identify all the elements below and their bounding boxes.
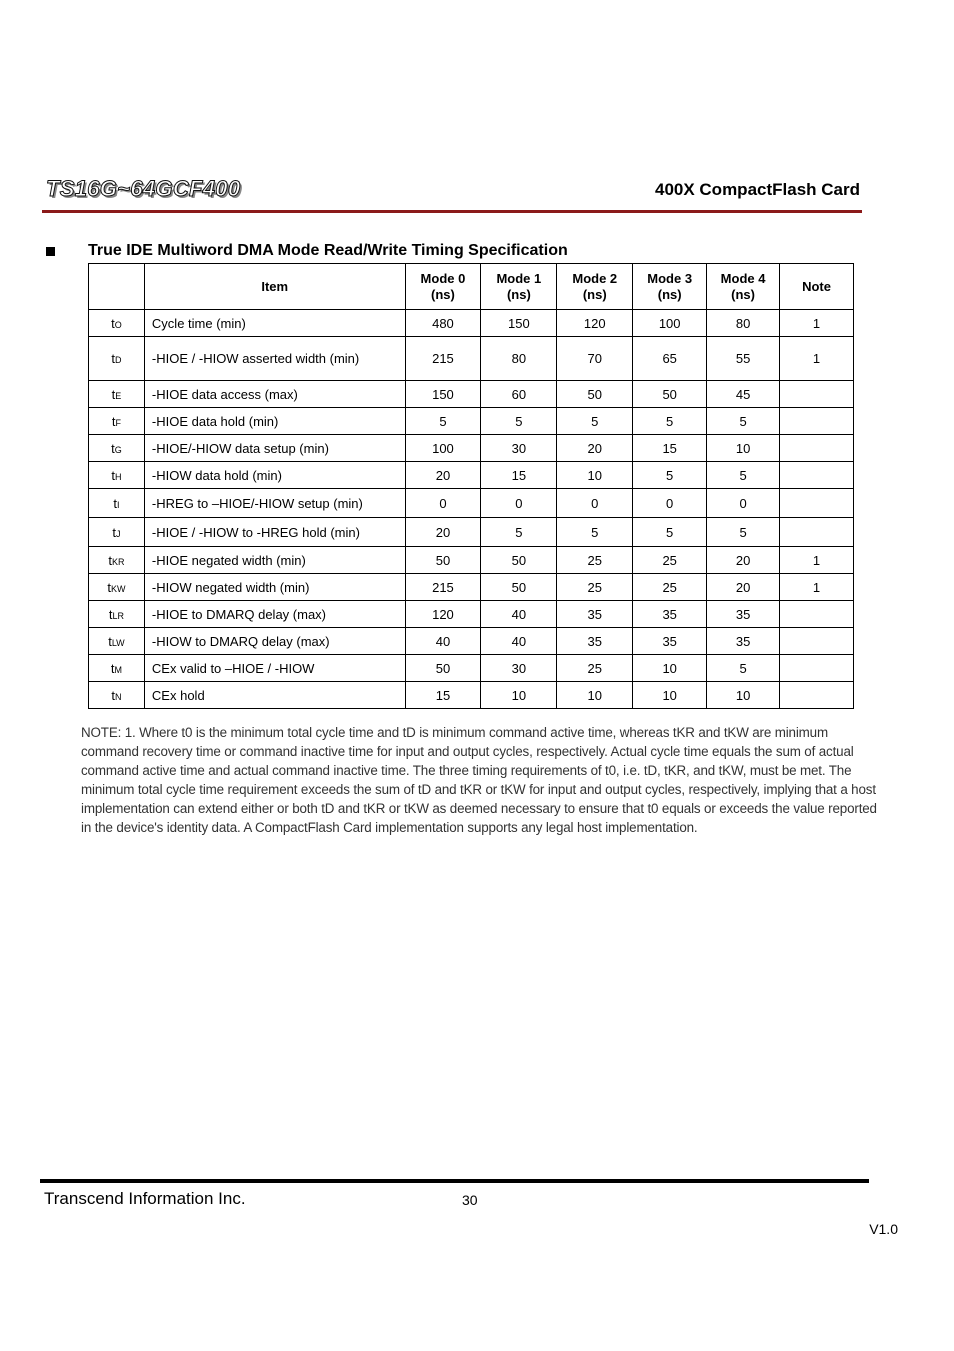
mode-0-value: 15 (405, 682, 481, 709)
header-note: Note (780, 264, 854, 310)
mode-0-value: 120 (405, 601, 481, 628)
table-row (89, 547, 854, 574)
footer-divider (40, 1179, 869, 1183)
mode-1-value: 60 (481, 381, 557, 408)
table-row (89, 518, 854, 547)
note-value: 1 (780, 337, 854, 381)
timing-item: -HIOE data access (max) (144, 381, 405, 408)
mode-4-value: 10 (707, 435, 780, 462)
mode-0-value: 215 (405, 574, 481, 601)
mode-1-value: 0 (481, 489, 557, 518)
timing-symbol (89, 489, 145, 518)
timing-item: -HIOW negated width (min) (144, 574, 405, 601)
symbol-subscript: KW (111, 583, 126, 594)
table-row (89, 310, 854, 337)
note-value (780, 435, 854, 462)
footer-company: Transcend Information Inc. (44, 1189, 246, 1208)
note-value: 1 (780, 310, 854, 337)
symbol-base: t (111, 467, 116, 483)
product-title: TS16G~64GCF400 (46, 176, 241, 201)
mode-2-value: 5 (557, 408, 633, 435)
mode-4-value: 45 (707, 381, 780, 408)
timing-item: -HIOE data hold (min) (144, 408, 405, 435)
mode-2-value: 25 (557, 574, 633, 601)
timing-symbol (89, 381, 145, 408)
table-header-row (89, 264, 854, 310)
table-row (89, 462, 854, 489)
timing-item: -HIOE negated width (min) (144, 547, 405, 574)
note-value: 1 (780, 547, 854, 574)
note-value (780, 408, 854, 435)
mode-3-value: 5 (633, 408, 707, 435)
timing-symbol (89, 655, 145, 682)
mode-1-value: 5 (481, 518, 557, 547)
mode-4-value: 35 (707, 628, 780, 655)
timing-symbol (89, 310, 145, 337)
mode-0-value: 20 (405, 462, 481, 489)
document-title: 400X CompactFlash Card (654, 180, 860, 199)
header-mode-2: Mode 2 (ns) (557, 264, 633, 310)
table-row (89, 574, 854, 601)
symbol-subscript: LR (112, 610, 125, 621)
mode-2-value: 10 (557, 462, 633, 489)
symbol-subscript: O (114, 319, 122, 330)
symbol-subscript: D (115, 355, 122, 365)
note-value (780, 518, 854, 547)
header-mode-3: Mode 3 (ns) (633, 264, 707, 310)
symbol-base: t (108, 633, 112, 649)
mode-4-value: 20 (707, 574, 780, 601)
timing-item: -HREG to –HIOE/-HIOW setup (min) (144, 489, 405, 518)
section-title: True IDE Multiword DMA Mode Read/Write Timing Specification (88, 242, 568, 259)
timing-symbol (89, 518, 145, 547)
symbol-base: t (110, 660, 115, 676)
square-bullet-icon (46, 247, 55, 256)
mode-2-value: 35 (557, 601, 633, 628)
mode-3-value: 5 (633, 518, 707, 547)
mode-0-value: 0 (405, 489, 481, 518)
mode-0-value: 20 (405, 518, 481, 547)
timing-item: -HIOE / -HIOW to -HREG hold (min) (144, 518, 405, 547)
mode-1-value: 50 (481, 574, 557, 601)
timing-symbol (89, 435, 145, 462)
table-row (89, 337, 854, 381)
symbol-subscript: F (115, 417, 122, 428)
mode-1-value: 15 (481, 462, 557, 489)
table-row (89, 489, 854, 518)
symbol-subscript: M (114, 664, 123, 675)
mode-0-value: 215 (405, 337, 481, 381)
symbol-base: t (111, 413, 116, 429)
mode-4-value: 10 (707, 682, 780, 709)
mode-0-value: 50 (405, 655, 481, 682)
mode-2-value: 0 (557, 489, 633, 518)
timing-symbol (89, 462, 145, 489)
mode-0-value: 480 (405, 310, 481, 337)
mode-3-value: 65 (633, 337, 707, 381)
mode-4-value: 55 (707, 337, 780, 381)
mode-0-value: 40 (405, 628, 481, 655)
mode-1-value: 150 (481, 310, 557, 337)
symbol-base: t (107, 579, 112, 595)
symbol-base: t (112, 524, 117, 540)
header-item: Item (144, 264, 405, 310)
mode-2-value: 25 (557, 655, 633, 682)
note-value (780, 489, 854, 518)
mode-3-value: 100 (633, 310, 707, 337)
table-row (89, 435, 854, 462)
mode-1-value: 40 (481, 601, 557, 628)
symbol-base: t (111, 315, 115, 331)
mode-3-value: 5 (633, 462, 707, 489)
mode-4-value: 5 (707, 462, 780, 489)
timing-item: -HIOE/-HIOW data setup (min) (144, 435, 405, 462)
timing-symbol (89, 408, 145, 435)
note-value (780, 462, 854, 489)
symbol-subscript: LW (111, 637, 125, 648)
mode-2-value: 120 (557, 310, 633, 337)
mode-1-value: 5 (481, 408, 557, 435)
mode-2-value: 25 (557, 547, 633, 574)
symbol-subscript: G (114, 444, 122, 455)
mode-3-value: 35 (633, 601, 707, 628)
mode-2-value: 35 (557, 628, 633, 655)
symbol-base: t (111, 687, 116, 703)
mode-0-value: 50 (405, 547, 481, 574)
timing-table (88, 263, 854, 709)
mode-0-value: 5 (405, 408, 481, 435)
mode-1-value: 80 (481, 337, 557, 381)
symbol-subscript: H (115, 471, 122, 482)
timing-item: CEx hold (144, 682, 405, 709)
symbol-base: t (111, 351, 116, 366)
note-value (780, 381, 854, 408)
mode-1-value: 50 (481, 547, 557, 574)
mode-3-value: 10 (633, 655, 707, 682)
timing-symbol (89, 337, 145, 381)
header-mode-4: Mode 4 (ns) (707, 264, 780, 310)
mode-4-value: 0 (707, 489, 780, 518)
mode-4-value: 20 (707, 547, 780, 574)
note-value (780, 682, 854, 709)
header-mode-0: Mode 0 (ns) (405, 264, 481, 310)
symbol-subscript: I (117, 499, 120, 510)
mode-3-value: 25 (633, 574, 707, 601)
note-value (780, 655, 854, 682)
mode-4-value: 5 (707, 408, 780, 435)
symbol-base: t (111, 440, 115, 456)
version-label: V1.0 (869, 1221, 898, 1237)
table-row (89, 408, 854, 435)
table-row (89, 601, 854, 628)
timing-symbol (89, 574, 145, 601)
mode-0-value: 150 (405, 381, 481, 408)
header-symbol (89, 264, 145, 310)
header-mode-1: Mode 1 (ns) (481, 264, 557, 310)
mode-3-value: 10 (633, 682, 707, 709)
timing-item: -HIOW data hold (min) (144, 462, 405, 489)
mode-3-value: 50 (633, 381, 707, 408)
mode-1-value: 10 (481, 682, 557, 709)
mode-4-value: 80 (707, 310, 780, 337)
symbol-base: t (111, 386, 116, 402)
timing-symbol (89, 628, 145, 655)
symbol-subscript: J (116, 528, 121, 539)
timing-item: CEx valid to –HIOE / -HIOW (144, 655, 405, 682)
page-number: 30 (462, 1192, 478, 1208)
note-value (780, 628, 854, 655)
mode-2-value: 5 (557, 518, 633, 547)
mode-1-value: 30 (481, 435, 557, 462)
timing-item: -HIOE / -HIOW asserted width (min) (144, 337, 405, 381)
note-value (780, 601, 854, 628)
symbol-base: t (113, 495, 118, 511)
timing-item: -HIOW to DMARQ delay (max) (144, 628, 405, 655)
mode-1-value: 40 (481, 628, 557, 655)
table-row (89, 381, 854, 408)
mode-0-value: 100 (405, 435, 481, 462)
symbol-subscript: KR (112, 556, 125, 567)
timing-item: -HIOE to DMARQ delay (max) (144, 601, 405, 628)
mode-3-value: 15 (633, 435, 707, 462)
header-divider (42, 210, 862, 213)
symbol-base: t (108, 552, 113, 568)
table-row (89, 655, 854, 682)
mode-4-value: 5 (707, 518, 780, 547)
table-row (89, 628, 854, 655)
symbol-subscript: E (115, 390, 122, 401)
mode-2-value: 50 (557, 381, 633, 408)
mode-2-value: 10 (557, 682, 633, 709)
note-value: 1 (780, 574, 854, 601)
mode-2-value: 20 (557, 435, 633, 462)
mode-3-value: 35 (633, 628, 707, 655)
mode-3-value: 25 (633, 547, 707, 574)
symbol-subscript: N (115, 691, 122, 702)
symbol-base: t (108, 606, 113, 622)
timing-symbol (89, 682, 145, 709)
table-row (89, 682, 854, 709)
mode-1-value: 30 (481, 655, 557, 682)
timing-symbol (89, 601, 145, 628)
timing-item: Cycle time (min) (144, 310, 405, 337)
mode-3-value: 0 (633, 489, 707, 518)
table-footnote: NOTE: 1. Where t0 is the minimum total cycle time and tD is minimum command active time, whereas tKR and tKW are minimum command recovery time or command inactive time for input and output cycles, respectively. Actual cycle time equals the sum of actual command active time and actual command inactive time. The three timing requirements of t0, i.e. tD, tKR, and tKW, must be met. The minimum total cycle time requirement exceeds the sum of tD and tKR or tKW for input and output cycles, respectively, implying that a host implementation can extend either or both tD and tKR or tKW as deemed necessary to ensure that t0 equals or exceeds the value reported in the device's identity data. A CompactFlash Card implementation supports any legal host implementation. (81, 725, 877, 835)
mode-4-value: 5 (707, 655, 780, 682)
mode-2-value: 70 (557, 337, 633, 381)
timing-symbol (89, 547, 145, 574)
mode-4-value: 35 (707, 601, 780, 628)
